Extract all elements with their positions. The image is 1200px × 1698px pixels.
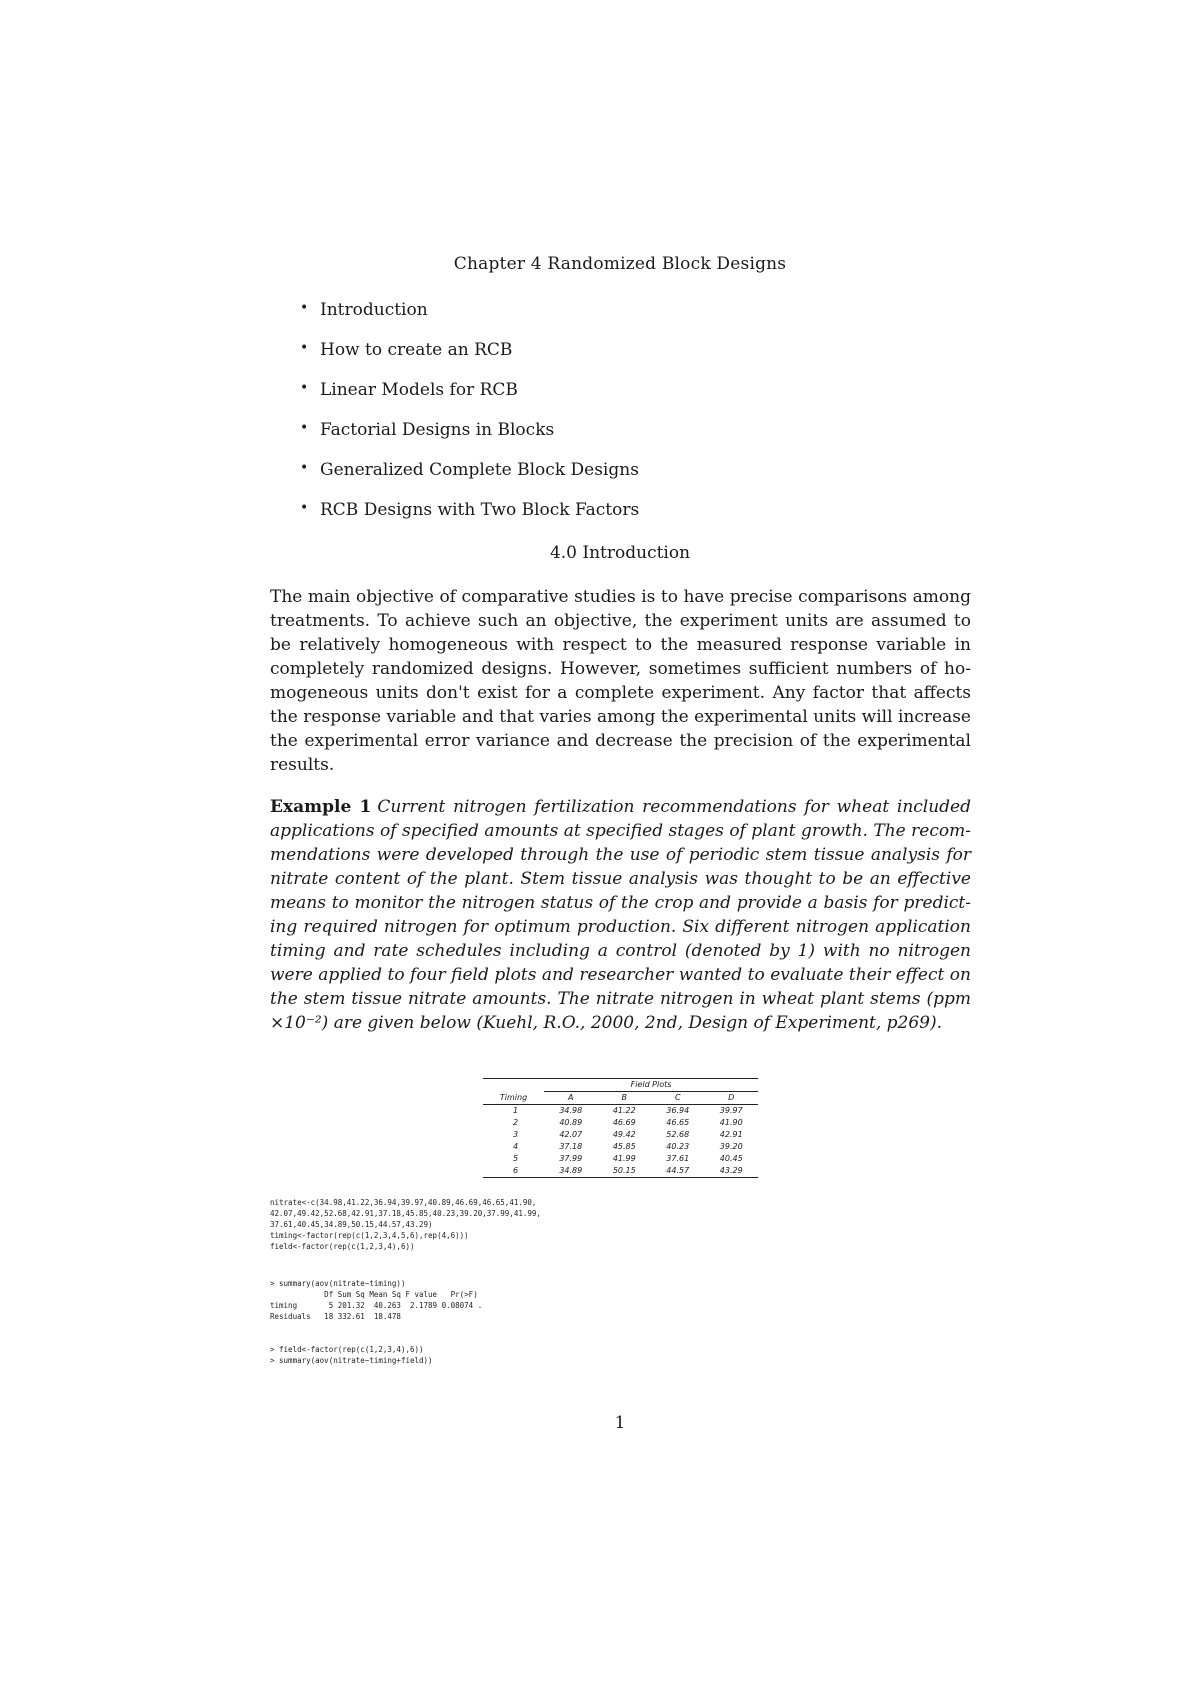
outline-item <box>300 460 900 500</box>
table-row <box>483 1141 758 1153</box>
r-code-data-entry: nitrate<-c(34.98,41.22,36.94,39.97,40.89,46.69,46.65,41.90, 42.07,49.42,52.68,42.91,37.18,45.85,40.23,39.20,37.99,41.99, 37.61,40.45,34.89,50.15,44.57,43.29) timing<-factor(rep(c(1,2,3,4,5,6),rep(4,6))) field<-factor(rep(c(1,2,3,4),6)) <box>270 1198 541 1251</box>
table-cell: 49.42 <box>612 1130 636 1139</box>
table-cell: 50.15 <box>598 1165 651 1178</box>
table-cell: 34.89 <box>544 1165 597 1178</box>
table-cell: 45.85 <box>612 1142 636 1151</box>
table-cell: 39.20 <box>719 1142 743 1151</box>
table-row <box>483 1117 758 1129</box>
example-label: Example 1 <box>270 797 372 817</box>
bullet-icon: • <box>300 500 309 516</box>
table-header-cell: C <box>651 1092 704 1105</box>
table-header-cell: A <box>544 1092 597 1105</box>
example-paragraph <box>270 795 971 1035</box>
chapter-outline <box>300 300 900 540</box>
table-cell: 37.18 <box>559 1142 583 1151</box>
bullet-icon: • <box>300 420 309 436</box>
outline-item-label: Linear Models for RCB <box>320 380 518 400</box>
table-cell: 41.90 <box>719 1118 743 1127</box>
outline-item-label: Generalized Complete Block Designs <box>320 460 639 480</box>
bullet-icon: • <box>300 340 309 356</box>
nitrate-data-table <box>483 1078 758 1178</box>
table-cell: 46.65 <box>666 1118 690 1127</box>
table-cell: 40.89 <box>559 1118 583 1127</box>
outline-item-label: Introduction <box>320 300 428 320</box>
table-row <box>483 1105 758 1118</box>
table-cell: 2 <box>512 1118 519 1127</box>
bullet-icon: • <box>300 460 309 476</box>
chapter-title: Chapter 4 Randomized Block Designs <box>453 254 787 274</box>
table-cell: 43.29 <box>705 1165 759 1178</box>
table-header-spacer <box>483 1079 544 1092</box>
outline-item <box>300 300 900 340</box>
table-row <box>483 1165 758 1178</box>
table-cell: 42.07 <box>559 1130 583 1139</box>
outline-item <box>300 500 900 540</box>
table-cell: 42.91 <box>719 1130 743 1139</box>
section-heading: 4.0 Introduction <box>549 543 691 563</box>
table-cell: 40.45 <box>719 1154 743 1163</box>
table-cell: 37.99 <box>559 1154 583 1163</box>
table-cell: 34.98 <box>559 1106 583 1115</box>
page-number: 1 <box>614 1413 626 1433</box>
table-cell: 37.61 <box>666 1154 690 1163</box>
table-header-cell: D <box>705 1092 759 1105</box>
intro-paragraph: The main objective of comparative studies is to have precise comparisons among treatments. To achieve such an objective, the experiment units are assumed to be relatively homogeneous with respect to the measured response variable in completely randomized designs. However, sometimes sufficient numbers of homogeneous units don't exist for a complete experiment. Any factor that affects the response variable and that varies among the experimental units will increase the experimental error variance and decrease the precision of the experimental results. <box>270 587 971 775</box>
r-code-block-model: > field<-factor(rep(c(1,2,3,4),6)) > summary(aov(nitrate~timing+field)) <box>270 1345 433 1365</box>
table-header-cell: B <box>598 1092 651 1105</box>
example-text: Current nitrogen fertilization recommendations for wheat included applications of specified amounts at specified stages of plant growth. The recommendations were developed through the use of periodic stem tissue analysis for nitrate content of the plant. Stem tissue analysis was thought to be an effective means to monitor the nitrogen status of the crop and provide a basis for predicting required nitrogen for optimum production. Six different nitrogen application timing and rate schedules including a control (denoted by 1) with no nitrogen were applied to four field plots and researcher wanted to evaluate their effect on the stem tissue nitrate amounts. The nitrate nitrogen in wheat plant stems (ppm ×10⁻²) are given below (Kuehl, R.O., 2000, 2nd, Design of Experiment, p269). <box>270 797 971 1033</box>
table-header-row <box>483 1092 758 1105</box>
table-cell: 46.69 <box>612 1118 636 1127</box>
table-cell: 6 <box>483 1165 544 1178</box>
table-cell: 1 <box>512 1106 519 1115</box>
table-cell: 3 <box>512 1130 519 1139</box>
table-group-header: Field Plots <box>544 1079 758 1092</box>
r-code-anova-output: > summary(aov(nitrate~timing)) Df Sum Sq Mean Sq F value Pr(>F) timing 5 201.32 40.263 2.1789 0.08074 . Residuals 18 332.61 18.478 <box>270 1279 483 1321</box>
table-cell: 41.22 <box>612 1106 636 1115</box>
table-row <box>483 1153 758 1165</box>
table-header-cell: Timing <box>483 1092 544 1105</box>
outline-item-label: Factorial Designs in Blocks <box>320 420 555 440</box>
bullet-icon: • <box>300 300 309 316</box>
table-cell: 52.68 <box>666 1130 690 1139</box>
table-cell: 40.23 <box>666 1142 690 1151</box>
table-group-header-row <box>483 1079 758 1092</box>
outline-item-label: How to create an RCB <box>320 340 513 360</box>
table-row <box>483 1129 758 1141</box>
table-cell: 4 <box>512 1142 519 1151</box>
bullet-icon: • <box>300 380 309 396</box>
table-cell: 39.97 <box>719 1106 743 1115</box>
table-cell: 36.94 <box>666 1106 690 1115</box>
outline-item <box>300 420 900 460</box>
table-cell: 5 <box>512 1154 519 1163</box>
outline-item <box>300 380 900 420</box>
table-cell: 44.57 <box>651 1165 704 1178</box>
outline-item <box>300 340 900 380</box>
outline-item-label: RCB Designs with Two Block Factors <box>320 500 640 520</box>
table-cell: 41.99 <box>612 1154 636 1163</box>
